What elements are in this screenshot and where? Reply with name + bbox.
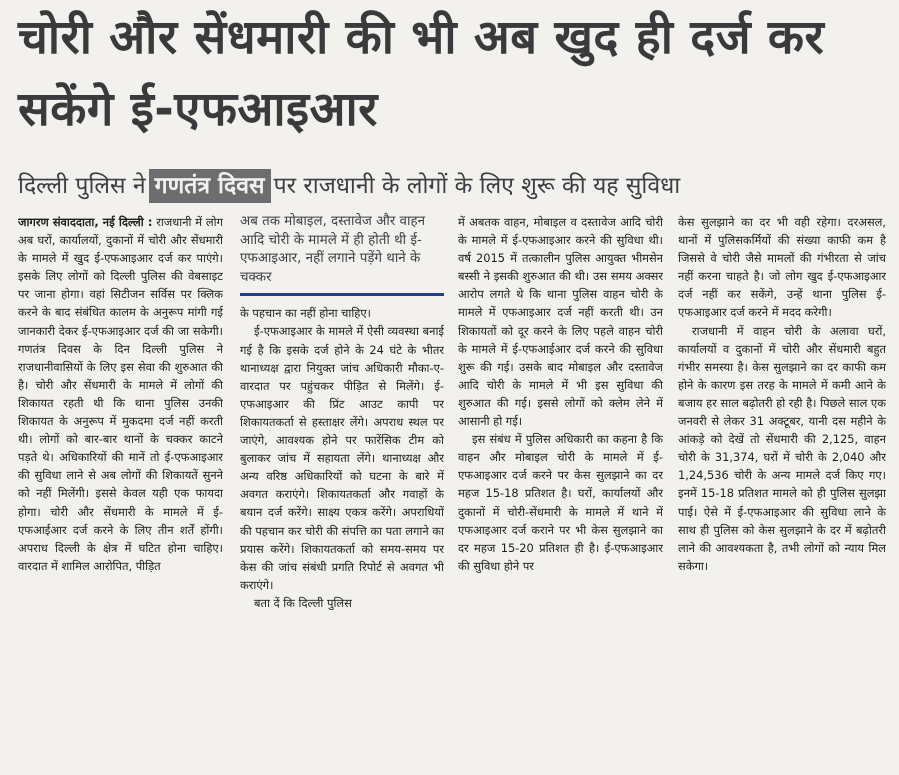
headline: चोरी और सेंधमारी की भी अब खुद ही दर्ज कर सकेंगे ई-एफआइआर [18,10,825,137]
subheadline-highlight: गणतंत्र दिवस [149,169,271,203]
paragraph: केस सुलझाने का दर भी वही रहेगा। दरअसल, थानों में पुलिसकर्मियों की संख्या काफी कम है जिससे वे चोरी जैसे मामलों की गंभीरता से जांच नहीं करना चाहते है। जो लोग खुद ई-एफआइआर दर्ज नहीं कर सकेंगे, उन्हें थाना पुलिस ई-एफआइआर दर्ज करने में मदद करेगी। [678,215,886,320]
paragraph-text: राजधानी में लोग अब घरों, कार्यालयों, दुकानों में चोरी और सेंधमारी के मामले में खुद ई-एफआइआर दर्ज कर पाएंगे। इसके लिए लोगों को दिल्ली पुलिस की वेबसाइट पर जाना होगा। वहां सिटीजन सर्विस पर क्लिक करने के बाद संबंधित कालम के अनुरूप मांगी गई जानकारी देकर ई-एफआइआर दर्ज की जा सकेगी। गणतंत्र दिवस के दिन दिल्ली पुलिस ने राजधानीवासियों के लिए इस सेवा की शुरुआत की है। चोरी और सेंधमारी के मामले में लोगों की शिकायत रहती थी कि थाना पुलिस उनकी शिकायत के अनुरूप में मुकदमा दर्ज नहीं करती थी। लोगों को बार-बार थानों के चक्कर काटने पड़ते थे। अधिकारियों की मानें तो ई-एफआइआर की सुविधा लाने से अब लोगों की शिकायतें सुनने को नहीं मिलेंगी। इससे केवल यही एक फायदा होगा। चोरी और सेंधमारी के मामले में ई-एफआईआर दर्ज करने के लिए तीन शर्तें होंगी। अपराध दिल्ली के क्षेत्र में घटित होना चाहिए। वारदात में शामिल आरोपित, पीड़ित [18,215,223,573]
subheadline-before: दिल्ली पुलिस ने [18,173,146,199]
paragraph: के पहचान का नहीं होना चाहिए। [240,306,371,321]
paragraph: बता दें कि दिल्ली पुलिस [254,595,352,610]
paragraph: ई-एफआइआर के मामले में ऐसी व्यवस्था बनाई गई है कि इसके दर्ज होने के 24 घंटे के भीतर थानाध्यक्ष द्वारा नियुक्त जांच अधिकारी मौका-ए-वारदात पर पहुंचकर पीड़ित से मिलेंगे। ई-एफआइआर की प्रिंट आउट कापी पर शिकायतकर्ता से हस्ताक्षर लेंगे। अपराध स्थल पर जाएंगे, आवश्यक होने पर फारेंसिक टीम को बुलाकर जांच में सहायता लेंगे। थानाध्यक्ष और अन्य वरिष्ठ अधिकारियों को घटना के बारे में अवगत कराएंगे। शिकायतकर्ता और गवाहों के बयान दर्ज करेंगे। साक्ष्य एकत्र करेंगे। अपराधियों की पहचान कर चोरी की संपत्ति का पता लगाने का प्रयास करेंगे। शिकायतकर्ता को समय-समय पर केस की जांच संबंधी प्रगति रिपोर्ट से अवगत भी कराएंगे। [240,324,444,592]
pull-quote: अब तक मोबाइल, दस्तावेज और वाहन आदि चोरी के मामले में ही होती थी ई-एफआइआर, नहीं लगाने पड़ेंगे थाने के चक्कर [240,213,444,296]
article-column-1 [18,213,223,775]
dateline: जागरण संवाददाता, नई दिल्ली : [18,215,153,229]
article-column-4 [678,213,886,775]
subheadline-after: पर राजधानी के लोगों के लिए शुरू की यह सुविधा [273,173,681,199]
article-column-3 [458,213,663,775]
article-column-2 [240,213,444,775]
subheadline [18,166,888,206]
paragraph: राजधानी में वाहन चोरी के अलावा घरों, कार्यालयों व दुकानों में चोरी और सेंधमारी बहुत गंभीर समस्या है। केस सुलझाने का दर काफी कम होने के कारण इस तरह के मामले में कमी आने के बजाय हर साल बढ़ोतरी हो रही है। पिछले साल एक जनवरी से लेकर 31 अक्टूबर, यानी दस महीने के आंकड़े को देखें तो सेंधमारी की 2,125, वाहन चोरी के 31,374, घरों में चोरी के 2,040 और 1,24,536 चोरी के अन्य मामले दर्ज किए गए। इनमें 15-18 प्रतिशत मामले को ही पुलिस सुलझा पाई। ऐसे में ई-एफआइआर की सुविधा लाने के साथ ही पुलिस को केस सुलझाने के दर में बढ़ोतरी लाने की आवश्यकता है, तभी लोगों को न्याय मिल सकेगा। [678,323,886,573]
paragraph [18,213,223,575]
paragraph: इस संबंध में पुलिस अधिकारी का कहना है कि वाहन और मोबाइल चोरी के मामले में ई-एफआइआर दर्ज करने पर केस सुलझाने का दर महज 15-18 प्रतिशत है। घरों, कार्यालयों और दुकानों में चोरी-सेंधमारी के मामले में थाने में एफआइआर दर्ज कराने पर भी केस सुलझाने का दर महज 15-20 प्रतिशत ही है। ई-एफआइआर की सुविधा होने पर [458,432,663,573]
paragraph: में अबतक वाहन, मोबाइल व दस्तावेज आदि चोरी के मामले में ई-एफआइआर करने की सुविधा थी। वर्ष 2015 में तत्कालीन पुलिस आयुक्त भीमसेन बस्सी ने इसकी शुरुआत की थी। उस समय अक्सर आरोप लगते थे कि थाना पुलिस वाहन चोरी के मामले में एफआइआर दर्ज नहीं करती थी। उन शिकायतों को दूर करने के लिए पहले वाहन चोरी के मामले में ई-एफआईआर दर्ज करने की सुविधा शुरू की गई। उसके बाद मोबाइल और दस्तावेज आदि चोरी के मामले में भी इस सुविधा की शुरुआत की गई। इससे लोगों को क्लेम लेने में आसानी हो गई। [458,215,663,429]
